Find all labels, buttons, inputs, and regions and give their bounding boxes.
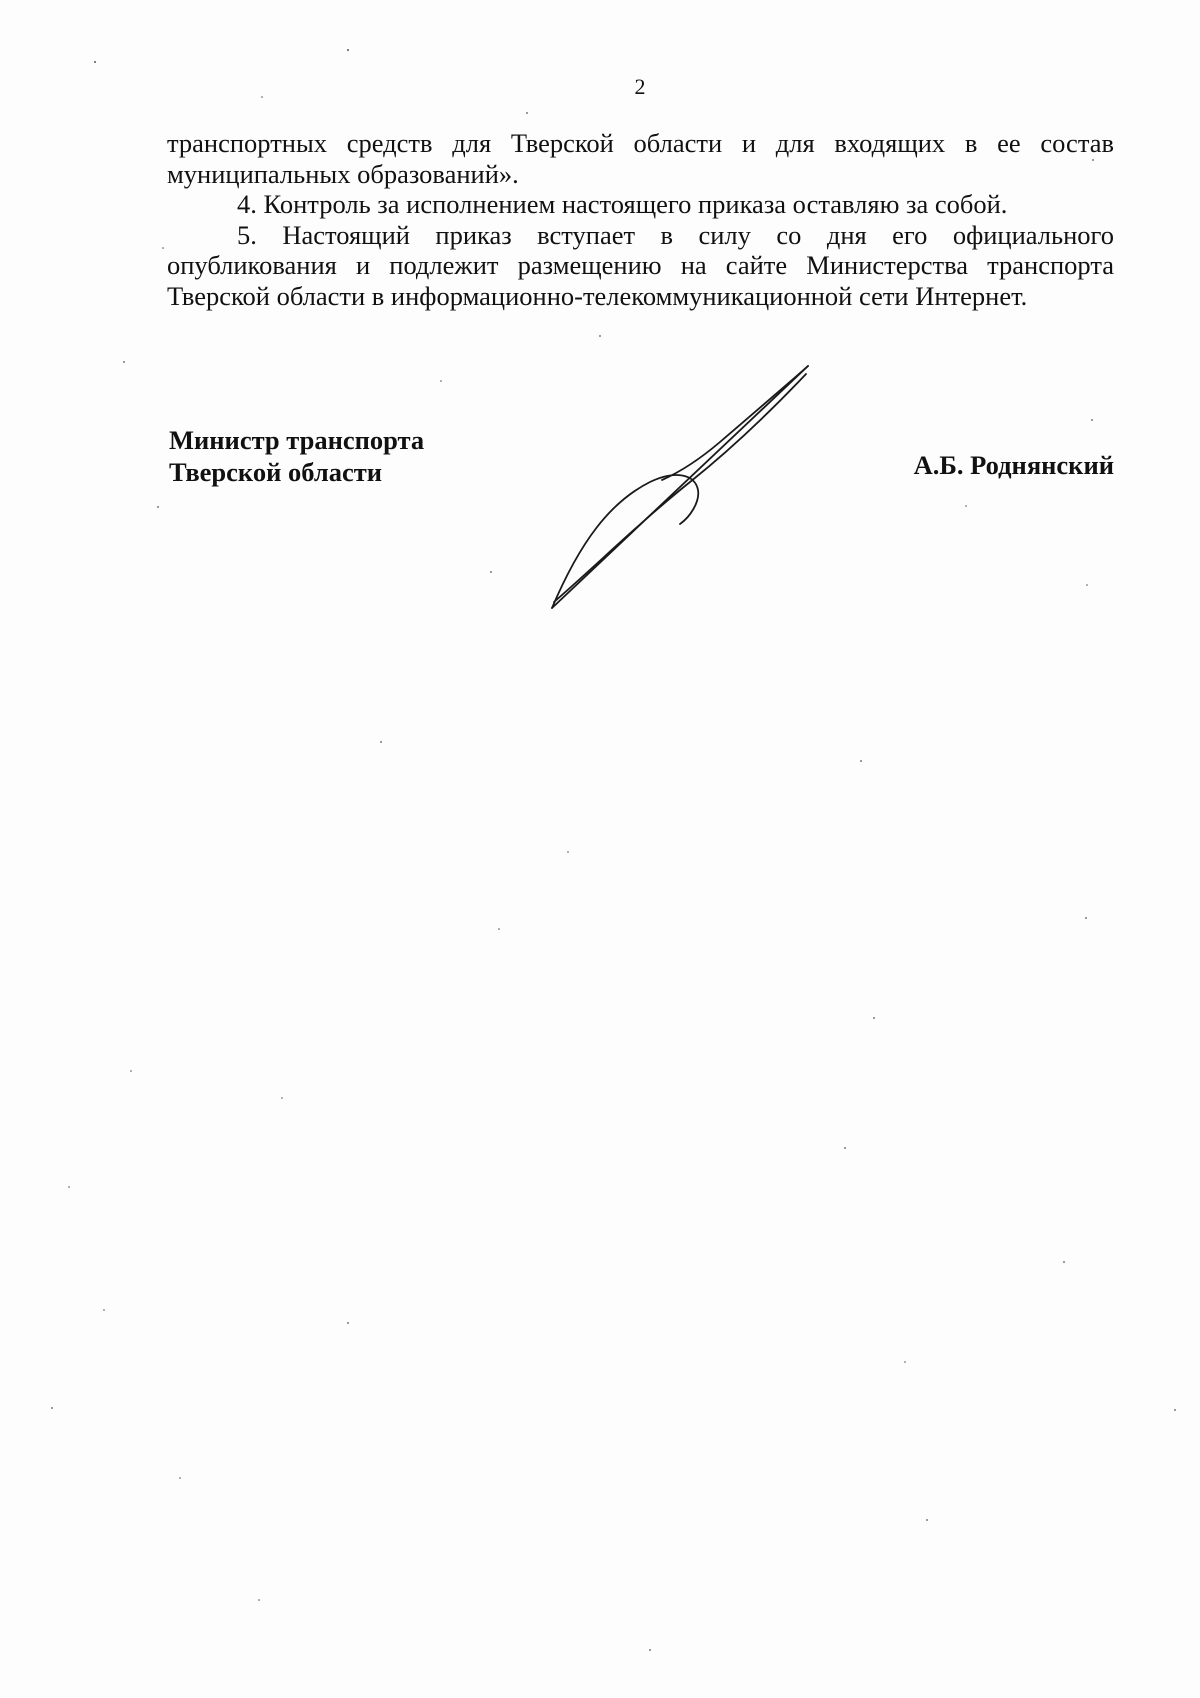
paragraph-item-5: 5. Настоящий приказ вступает в силу со дня его официального опубликования и подлежит размещению на сайте Министерства транспорта Тверской области в информационно-телекоммуникационной сети Интернет. [167, 219, 1114, 311]
paragraph-continuation: транспортных средств для Тверской области и для входящих в ее состав муниципальных образований». [167, 128, 1114, 189]
paragraph-item-4: 4. Контроль за исполнением настоящего приказа оставляю за собой. [237, 189, 1008, 219]
signer-position-line-1: Министр транспорта [169, 425, 425, 455]
signer-position-line-2: Тверской области [169, 457, 382, 487]
handwritten-signature [540, 362, 820, 612]
document-body [167, 128, 1114, 311]
signer-position [169, 424, 424, 488]
signer-name: А.Б. Роднянский [913, 450, 1114, 480]
page-number: 2 [634, 74, 646, 99]
